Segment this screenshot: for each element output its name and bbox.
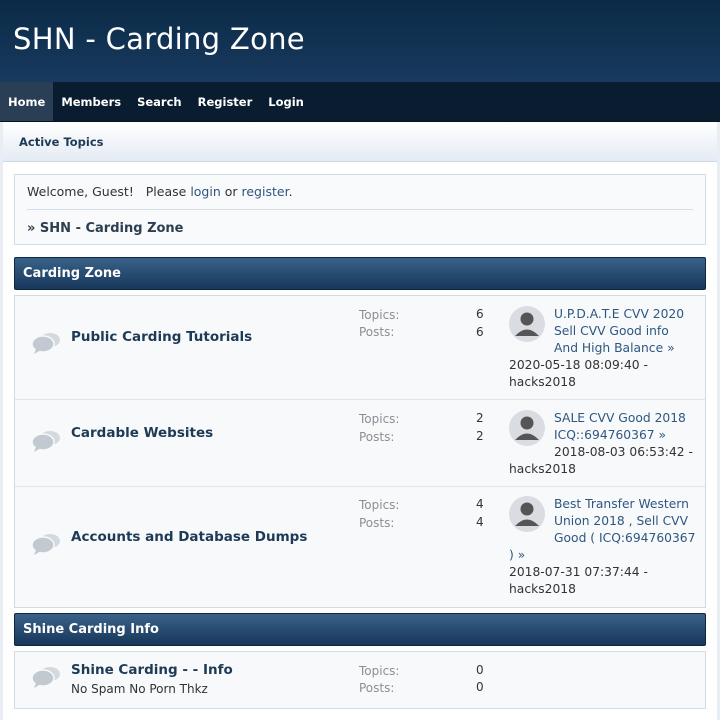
- login-link[interactable]: login: [190, 184, 221, 199]
- last-post-title-line[interactable]: Best Transfer Western: [554, 497, 689, 511]
- last-post: [509, 496, 699, 598]
- last-post-title-line[interactable]: Union 2018 , Sell CVV: [554, 514, 688, 528]
- last-post-arrow[interactable]: »: [658, 428, 667, 442]
- user-silhouette-icon: [509, 410, 545, 446]
- last-post-arrow[interactable]: »: [667, 341, 675, 355]
- forum-name-accounts-and-database-dumps[interactable]: Accounts and Database Dumps: [71, 529, 308, 545]
- forum-row: [15, 400, 705, 487]
- forum-row: [15, 296, 705, 400]
- last-post-title-line[interactable]: Sell CVV Good info: [554, 324, 669, 338]
- posts-count: 4: [476, 515, 484, 529]
- site-title[interactable]: SHN - Carding Zone: [13, 22, 305, 56]
- topics-label: Topics:: [359, 412, 400, 426]
- topics-count: 2: [476, 411, 484, 425]
- speech-bubbles-icon: [31, 430, 61, 452]
- user-silhouette-icon: [509, 496, 545, 532]
- forum-list-carding-zone: [14, 295, 706, 608]
- topics-label: Topics:: [359, 498, 400, 512]
- last-post-arrow[interactable]: »: [517, 548, 526, 562]
- speech-bubbles-icon: [31, 332, 61, 354]
- subnav-bar: [3, 122, 717, 162]
- forum-name-public-carding-tutorials[interactable]: Public Carding Tutorials: [71, 329, 253, 345]
- forum-row: [15, 487, 705, 607]
- last-post: [509, 410, 699, 478]
- posts-count: 0: [476, 680, 484, 694]
- speech-bubbles-icon: [31, 666, 61, 688]
- avatar[interactable]: [509, 496, 545, 532]
- forum-list-shine-carding-info: [14, 651, 706, 709]
- last-post-title-line[interactable]: U.P.D.A.T.E CVV 2020: [554, 307, 685, 321]
- last-post-user[interactable]: hacks2018: [509, 462, 576, 476]
- topics-label: Topics:: [359, 308, 400, 322]
- last-post: [509, 306, 699, 391]
- welcome-or: or: [220, 184, 242, 199]
- register-link[interactable]: register: [241, 184, 289, 199]
- site-header: [0, 0, 720, 82]
- posts-label: Posts:: [359, 325, 395, 339]
- avatar[interactable]: [509, 306, 545, 342]
- posts-count: 6: [476, 325, 484, 339]
- speech-bubbles-icon: [31, 533, 61, 555]
- last-post-date: 2020-05-18 08:09:40 -: [509, 358, 648, 372]
- welcome-text: Welcome, Guest! Please: [27, 184, 191, 199]
- nav-members[interactable]: Members: [61, 94, 122, 109]
- posts-label: Posts:: [359, 681, 395, 695]
- main-nav: [0, 82, 720, 122]
- nav-register[interactable]: Register: [197, 94, 253, 109]
- forum-name-shine-carding-info[interactable]: Shine Carding - - Info: [71, 662, 233, 678]
- active-topics-link[interactable]: Active Topics: [19, 135, 104, 149]
- last-post-title-line[interactable]: ICQ::694760367: [554, 428, 655, 442]
- forum-row: [15, 652, 705, 708]
- user-silhouette-icon: [509, 306, 545, 342]
- nav-login[interactable]: Login: [268, 94, 304, 109]
- avatar[interactable]: [509, 410, 545, 446]
- breadcrumb[interactable]: » SHN - Carding Zone: [27, 221, 184, 236]
- page-body: [3, 122, 717, 720]
- last-post-date: 2018-08-03 06:53:42 -: [554, 445, 693, 459]
- last-post-title-line[interactable]: And High Balance: [554, 341, 664, 355]
- last-post-title-line[interactable]: Good ( ICQ:694760367: [554, 531, 696, 545]
- topics-count: 0: [476, 663, 484, 677]
- topics-label: Topics:: [359, 664, 400, 678]
- last-post-user[interactable]: hacks2018: [509, 375, 576, 389]
- welcome-period: .: [288, 184, 293, 199]
- nav-home[interactable]: Home: [0, 82, 53, 121]
- last-post-title-line[interactable]: ): [509, 548, 514, 562]
- topics-count: 6: [476, 307, 484, 321]
- forum-description: No Spam No Porn Thkz: [71, 682, 208, 696]
- category-header-carding-zone[interactable]: Carding Zone: [14, 257, 706, 290]
- category-header-shine-carding-info[interactable]: Shine Carding Info: [14, 613, 706, 646]
- posts-count: 2: [476, 429, 484, 443]
- last-post-user[interactable]: hacks2018: [509, 582, 576, 596]
- last-post-date: 2018-07-31 07:37:44 -: [509, 565, 648, 579]
- topics-count: 4: [476, 497, 484, 511]
- welcome-message: [27, 184, 693, 210]
- forum-name-cardable-websites[interactable]: Cardable Websites: [71, 425, 214, 441]
- posts-label: Posts:: [359, 516, 395, 530]
- last-post-title-line[interactable]: SALE CVV Good 2018: [554, 411, 686, 425]
- content: [3, 162, 717, 720]
- posts-label: Posts:: [359, 430, 395, 444]
- welcome-box: [14, 174, 706, 245]
- nav-search[interactable]: Search: [137, 94, 182, 109]
